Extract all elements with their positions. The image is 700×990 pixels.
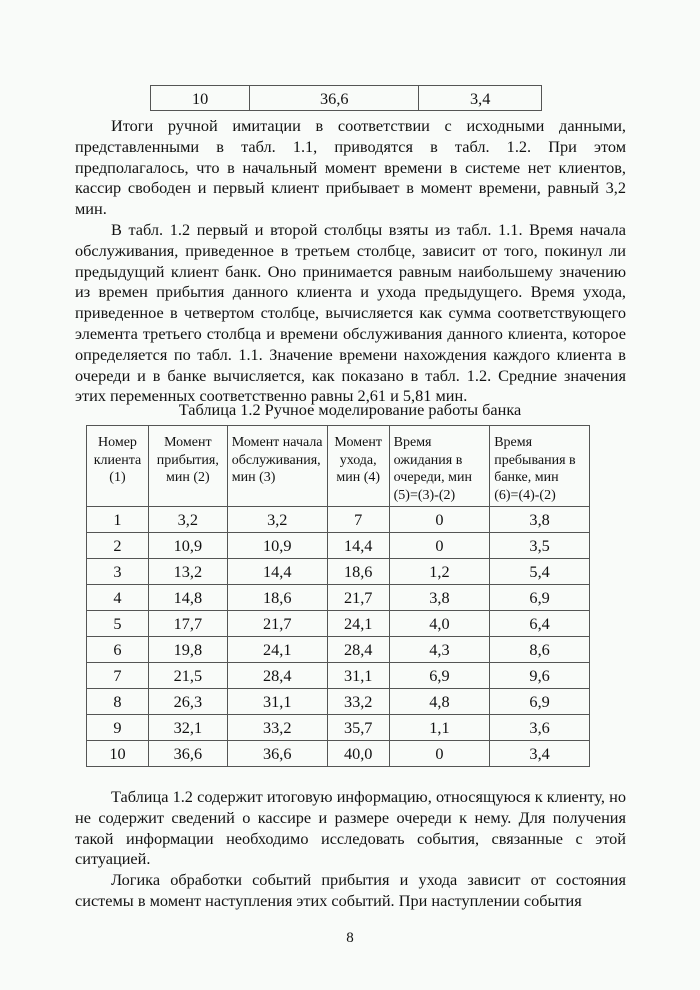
table-cell: 0 [389,741,490,767]
table-cell: 6,4 [490,611,590,637]
table-cell: 33,2 [327,689,389,715]
table-cell: 33,2 [227,715,327,741]
table-cell: 14,8 [148,585,227,611]
table-row [87,637,590,663]
previous-table-last-row [150,85,542,111]
column-header: Момент ухода, мин (4) [327,426,389,507]
table-cell: 3,2 [227,507,327,533]
table-cell: 7 [87,663,149,689]
paragraph: Итоги ручной имитации в соответствии с исходными данными, представленными в табл. 1.1, приводятся в табл. 1.2. При этом предполагалось, что в начальный момент времени в системе нет клиентов, кассир свободен и первый клиент прибывает в момент времени, равный 3,2 мин. [75,116,626,219]
table-cell: 3,4 [419,86,542,111]
table-cell: 6,9 [490,689,590,715]
table-cell: 21,5 [148,663,227,689]
table-cell: 24,1 [227,637,327,663]
table-cell: 9 [87,715,149,741]
column-header: Момент начала обслуживания, мин (3) [227,426,327,507]
table-cell: 5 [87,611,149,637]
table-row [87,715,590,741]
paragraph: Логика обработки событий прибытия и ухода зависит от состояния системы в момент наступления этих событий. При наступлении события [75,870,626,910]
page-number: 8 [346,930,354,946]
table-cell: 14,4 [227,559,327,585]
table-row [87,611,590,637]
table-cell: 6,9 [490,585,590,611]
table-cell: 10 [87,741,149,767]
table-cell: 4,8 [389,689,490,715]
table-cell: 28,4 [227,663,327,689]
table-cell: 9,6 [490,663,590,689]
table-cell: 8 [87,689,149,715]
table-header-row [87,426,590,507]
table-cell: 28,4 [327,637,389,663]
column-header: Номер клиента (1) [87,426,149,507]
table-cell: 1,1 [389,715,490,741]
table-cell: 4,3 [389,637,490,663]
table-row [87,533,590,559]
table-cell: 36,6 [148,741,227,767]
table-row [87,741,590,767]
table-cell: 32,1 [148,715,227,741]
table-cell: 10,9 [227,533,327,559]
table-cell: 3,5 [490,533,590,559]
table-caption: Таблица 1.2 Ручное моделирование работы банка [178,400,522,419]
table-cell: 8,6 [490,637,590,663]
column-header: Время ожидания в очереди, мин (5)=(3)-(2) [389,426,490,507]
table-cell: 19,8 [148,637,227,663]
body-text-bottom [75,787,626,912]
table-cell: 2 [87,533,149,559]
table-row [151,86,542,111]
body-text-top [75,116,626,407]
table-cell: 3,2 [148,507,227,533]
table-row [87,585,590,611]
table-cell: 4,0 [389,611,490,637]
table-cell: 31,1 [327,663,389,689]
table-cell: 3,4 [490,741,590,767]
table-cell: 10 [151,86,250,111]
table-cell: 35,7 [327,715,389,741]
table-cell: 3,8 [490,507,590,533]
table-cell: 36,6 [227,741,327,767]
paragraph: Таблица 1.2 содержит итоговую информацию, относящуюся к клиенту, но не содержит сведений о кассире и размере очереди к нему. Для получения такой информации необходимо исследовать события, связанные с этой ситуацией. [75,787,626,869]
table-cell: 13,2 [148,559,227,585]
table-cell: 14,4 [327,533,389,559]
table-cell: 1 [87,507,149,533]
table-cell: 18,6 [227,585,327,611]
table-cell: 40,0 [327,741,389,767]
table-cell: 24,1 [327,611,389,637]
column-header: Момент прибытия, мин (2) [148,426,227,507]
table-cell: 7 [327,507,389,533]
table-cell: 5,4 [490,559,590,585]
bank-simulation-table [86,425,590,767]
table-cell: 36,6 [250,86,419,111]
column-header: Время пребывания в банке, мин (6)=(4)-(2) [490,426,590,507]
table-cell: 21,7 [227,611,327,637]
table-row [87,507,590,533]
table-cell: 31,1 [227,689,327,715]
table-cell: 26,3 [148,689,227,715]
table-cell: 3,6 [490,715,590,741]
table-cell: 1,2 [389,559,490,585]
table-cell: 0 [389,533,490,559]
table-cell: 6 [87,637,149,663]
paragraph: В табл. 1.2 первый и второй столбцы взяты из табл. 1.1. Время начала обслуживания, приведенное в третьем столбце, зависит от того, покинул ли предыдущий клиент банк. Оно принимается равным наибольшему значению из времен прибытия данного клиента и ухода предыдущего. Время ухода, приведенное в четвертом столбце, вычисляется как сумма соответствующего элемента третьего столбца и времени обслуживания данного клиента, которое определяется по табл. 1.1. Значение времени нахождения каждого клиента в очереди и в банке вычисляется, как показано в табл. 1.2. Средние значения этих переменных соответственно равны 2,61 и 5,81 мин. [75,219,626,406]
table-cell: 3 [87,559,149,585]
table-cell: 6,9 [389,663,490,689]
table-cell: 21,7 [327,585,389,611]
table-row [87,559,590,585]
table-cell: 10,9 [148,533,227,559]
table-cell: 3,8 [389,585,490,611]
table-cell: 0 [389,507,490,533]
table-cell: 17,7 [148,611,227,637]
table-row [87,663,590,689]
table-cell: 18,6 [327,559,389,585]
table-cell: 4 [87,585,149,611]
table-row [87,689,590,715]
